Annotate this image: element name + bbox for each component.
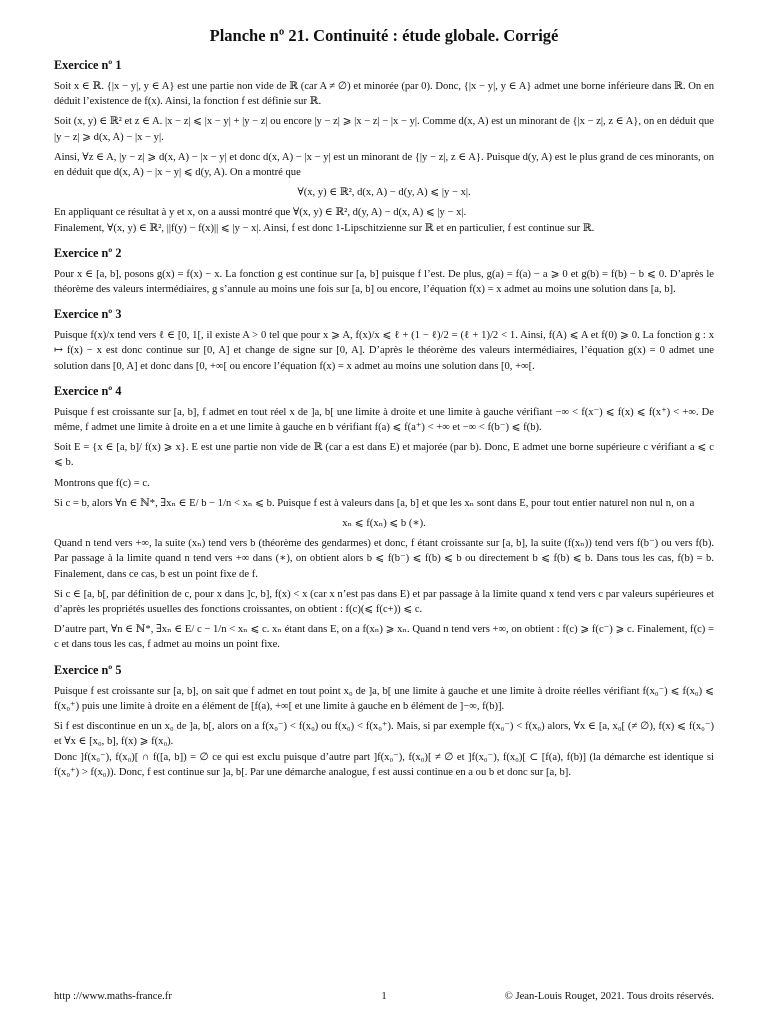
- paragraph: Pour x ∈ [a, b], posons g(x) = f(x) − x. La fonction g est continue sur [a, b] puisque f l’est. De plus, g(a) = f(a) − a ⩾ 0 et g(b) = f(b) − b ⩽ 0. D’après le théorème des valeurs intermédiaires, g s’annule au moins une fois sur [a, b] ou encore, l’équation f(x) = x admet au moins une solution dans [a, b].: [54, 268, 714, 296]
- exercise-section: [54, 663, 714, 780]
- display-formula: ∀(x, y) ∈ ℝ², d(x, A) − d(y, A) ⩽ |y − x|.: [297, 187, 471, 199]
- exercise-heading: Exercice nº 4: [54, 383, 122, 398]
- page-number: 1: [381, 991, 387, 1002]
- paragraph: Si c ∈ [a, b[, par définition de c, pour x dans ]c, b], f(x) < x (car x n’est pas dans E) et par passage à la limite quand x tend vers c par valeurs supérieures et d’après les propriétés usuelles des fonctions croissantes, on obtient : f(c)(⩽ f(c+)) ⩽ c.: [54, 588, 714, 616]
- paragraph: Si f est discontinue en un x₀ de ]a, b[, alors on a f(x₀⁻) < f(x₀) ou f(x₀) < f(x₀⁺). Mais, si par exemple f(x₀⁻) < f(x₀) alors, ∀x ∈ [a, x₀[ (≠ ∅), f(x) ⩽ f(x₀⁻) et ∀x ∈ [x₀, b], f(x) ⩾ f(x₀).: [54, 721, 714, 748]
- paragraph: Soit E = {x ∈ [a, b]/ f(x) ⩾ x}. E est une partie non vide de ℝ (car a est dans E) et majorée (par b). Donc, E admet une borne supérieure c vérifiant a ⩽ c ⩽ b.: [54, 442, 714, 469]
- paragraph: Donc ]f(x₀⁻), f(x₀)[ ∩ f([a, b]) = ∅ ce qui est exclu puisque d’autre part ]f(x₀⁻), f(x₀)[ ≠ ∅ et ]f(x₀⁻), f(x₀)[ ⊂ [f(a), f(b)] (la démarche est identique si f(x₀⁺) > f(x₀)). Donc, f est continue sur ]a, b[. Par une démarche analogue, f est aussi continue en a ou b et donc sur [a, b].: [54, 751, 714, 778]
- paragraph: Soit (x, y) ∈ ℝ² et z ∈ A. |x − z| ⩽ |x − y| + |y − z| ou encore |y − z| ⩾ |x − z| − |x − y|. Comme d(x, A) est un minorant de {|x − z|, z ∈ A}, on en déduit que |y − z| ⩾ d(x, A) − |x − y|.: [54, 116, 714, 143]
- exercise-heading: Exercice nº 5: [54, 662, 122, 677]
- paragraph: Soit x ∈ ℝ. {|x − y|, y ∈ A} est une partie non vide de ℝ (car A ≠ ∅) et minorée (par 0). Donc, {|x − y|, y ∈ A} admet une borne inférieure dans ℝ. On en déduit l’existence de f(x). Ainsi, la fonction f est définie sur ℝ.: [54, 81, 714, 108]
- exercise-section: [54, 246, 714, 297]
- paragraph: Ainsi, ∀z ∈ A, |y − z| ⩾ d(x, A) − |x − y| et donc d(x, A) − |x − y| est un minorant de {|y − z|, z ∈ A}. Puisque d(y, A) est le plus grand de ces minorants, on en déduit que d(x, A) − |x − y| ⩽ d(y, A). On a montré que: [54, 151, 714, 179]
- paragraph: En appliquant ce résultat à y et x, on a aussi montré que ∀(x, y) ∈ ℝ², d(y, A) − d(x, A) ⩽ |y − x|.: [54, 207, 467, 219]
- exercise-section: [54, 307, 714, 374]
- paragraph: Quand n tend vers +∞, la suite (xₙ) tend vers b (théorème des gendarmes) et donc, f étant croissante sur [a, b], la suite (f(xₙ)) tend vers f(b⁻) ou vers f(b). Par passage à la limite quand n tend vers +∞ dans (∗), on obtient alors b ⩽ f(b⁻) ⩽ f(b) ⩽ b ou directement b ⩽ f(b) ⩽ b. Dans tous les cas, f(b) = b. Finalement, dans ce cas, b est un point fixe de f.: [54, 538, 714, 580]
- paragraph: Puisque f est croissante sur [a, b], on sait que f admet en tout point x₀ de ]a, b[ une limite à gauche et une limite à droite réelles vérifiant f(x₀⁻) ⩽ f(x₀) ⩽ f(x₀⁺) puis une limite à droite en a élément de [f(a), +∞[ et une limite à gauche en b élément de ]−∞, f(b)].: [54, 685, 714, 712]
- display-formula: xₙ ⩽ f(xₙ) ⩽ b (∗).: [342, 518, 426, 530]
- page-title: Planche nº 21. Continuité : étude globale. Corrigé: [209, 26, 559, 45]
- exercise-section: [54, 384, 714, 653]
- paragraph: Montrons que f(c) = c.: [54, 477, 150, 489]
- exercise-section: [54, 58, 714, 236]
- footer-url[interactable]: http ://www.maths-france.fr: [54, 991, 172, 1002]
- exercise-heading: Exercice nº 2: [54, 245, 122, 260]
- paragraph: Si c = b, alors ∀n ∈ ℕ*, ∃xₙ ∈ E/ b − 1/n < xₙ ⩽ b. Puisque f est à valeurs dans [a, b] et que les xₙ sont dans E, pour tout entier naturel non nul n, on a: [54, 497, 695, 509]
- exercise-heading: Exercice nº 3: [54, 307, 122, 322]
- paragraph: D’autre part, ∀n ∈ ℕ*, ∃xₙ ∈ E/ c − 1/n < xₙ ⩽ c. xₙ étant dans E, on a f(xₙ) ⩾ xₙ. Quand n tend vers +∞, on obtient : f(c) ⩾ f(c⁻) ⩾ c. Finalement, f(c) = c et dans tous les cas, f admet au moins un point fixe.: [54, 624, 714, 651]
- footer-copyright: © Jean-Louis Rouget, 2021. Tous droits réservés.: [504, 991, 714, 1002]
- paragraph: Puisque f(x)/x tend vers ℓ ∈ [0, 1[, il existe A > 0 tel que pour x ⩾ A, f(x)/x ⩽ ℓ + (1 − ℓ)/2 = (ℓ + 1)/2 < 1. Ainsi, f(A) ⩽ A et f(0) ⩾ 0. La fonction g : x ↦ f(x) − x est donc continue sur [0, A] et change de signe sur [0, A]. D’après le théorème des valeurs intermédiaires, l’équation g(x) = 0 admet une solution dans [0, A] et donc dans [0, +∞[ ou encore l’équation f(x) = x admet au moins une solution dans [0, +∞[.: [54, 330, 714, 372]
- paragraph: Finalement, ∀(x, y) ∈ ℝ², ||f(y) − f(x)|| ⩽ |y − x|. Ainsi, f est donc 1-Lipschitzienne sur ℝ et en particulier, f est continue sur ℝ.: [54, 222, 595, 234]
- exercises-list: [54, 58, 714, 780]
- paragraph: Puisque f est croissante sur [a, b], f admet en tout réel x de ]a, b[ une limite à droite et une limite à gauche vérifiant −∞ < f(x⁻) ⩽ f(x) ⩽ f(x⁺) < +∞. De même, f admet une limite à droite en a et une limite à gauche en b vérifiant f(a) ⩽ f(a⁺) < +∞ et −∞ < f(b⁻) ⩽ f(b).: [54, 406, 714, 434]
- exercise-heading: Exercice nº 1: [54, 58, 122, 72]
- document-body: [54, 26, 714, 785]
